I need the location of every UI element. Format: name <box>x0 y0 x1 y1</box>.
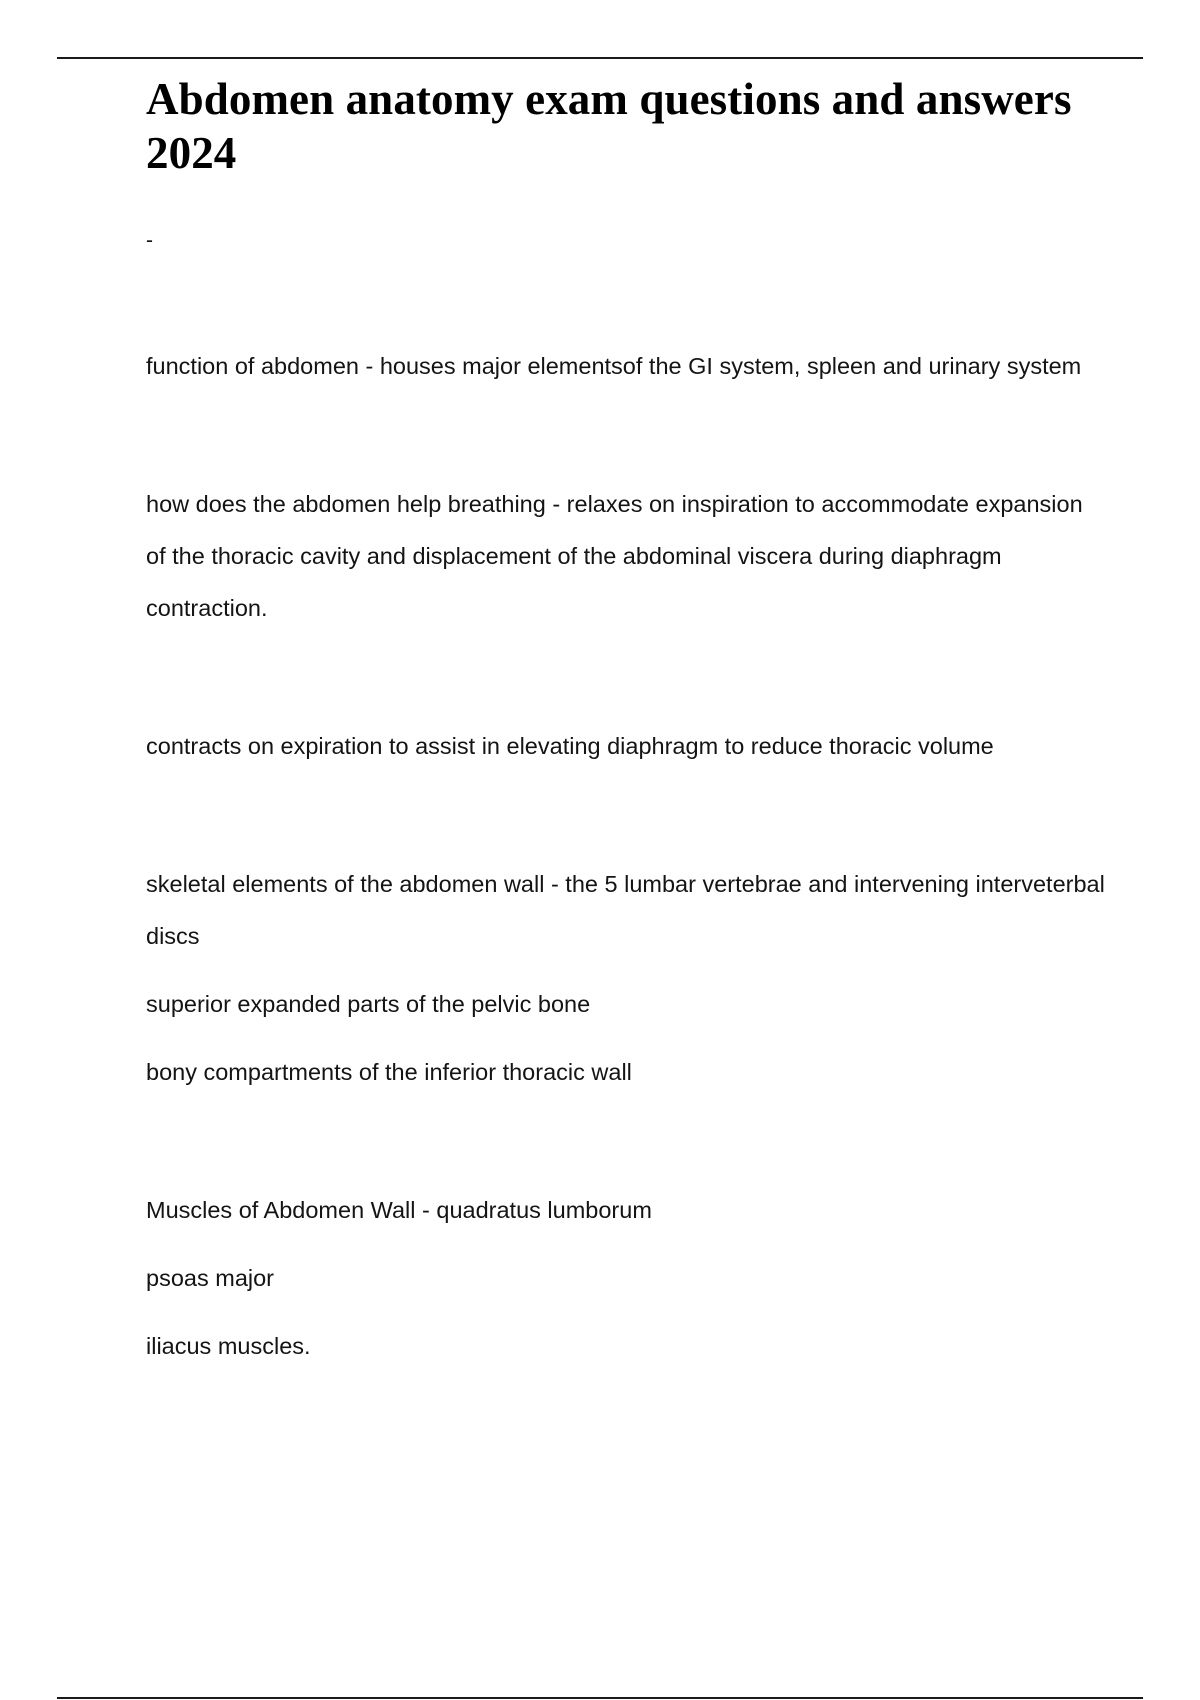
qa-text: Muscles of Abdomen Wall - quadratus lumborum <box>146 1197 652 1223</box>
page-title: Abdomen anatomy exam questions and answers 2024 <box>146 74 1072 178</box>
qa-text: function of abdomen - houses major elementsof the GI system, spleen and urinary system <box>146 353 1082 379</box>
qa-text: contracts on expiration to assist in elevating diaphragm to reduce thoracic volume <box>146 733 994 759</box>
qa-entry <box>146 1184 1106 1372</box>
qa-continuation: superior expanded parts of the pelvic bone <box>146 991 591 1017</box>
qa-entry <box>146 720 1106 772</box>
qa-continuation: bony compartments of the inferior thoracic wall <box>146 1059 632 1085</box>
intro-dash: - <box>146 229 153 252</box>
qa-continuation: psoas major <box>146 1265 274 1291</box>
bottom-rule <box>57 1697 1143 1699</box>
top-rule <box>57 57 1143 59</box>
qa-text: how does the abdomen help breathing - relaxes on inspiration to accommodate expansion of the thoracic cavity and displacement of the abdominal viscera during diaphragm contraction. <box>146 491 1083 621</box>
qa-entry <box>146 478 1106 634</box>
qa-continuation: iliacus muscles. <box>146 1333 311 1359</box>
qa-entry <box>146 858 1106 1098</box>
qa-entry <box>146 340 1106 392</box>
qa-text: skeletal elements of the abdomen wall - the 5 lumbar vertebrae and intervening interveterbal discs <box>146 871 1105 949</box>
document-body <box>146 72 1106 1372</box>
